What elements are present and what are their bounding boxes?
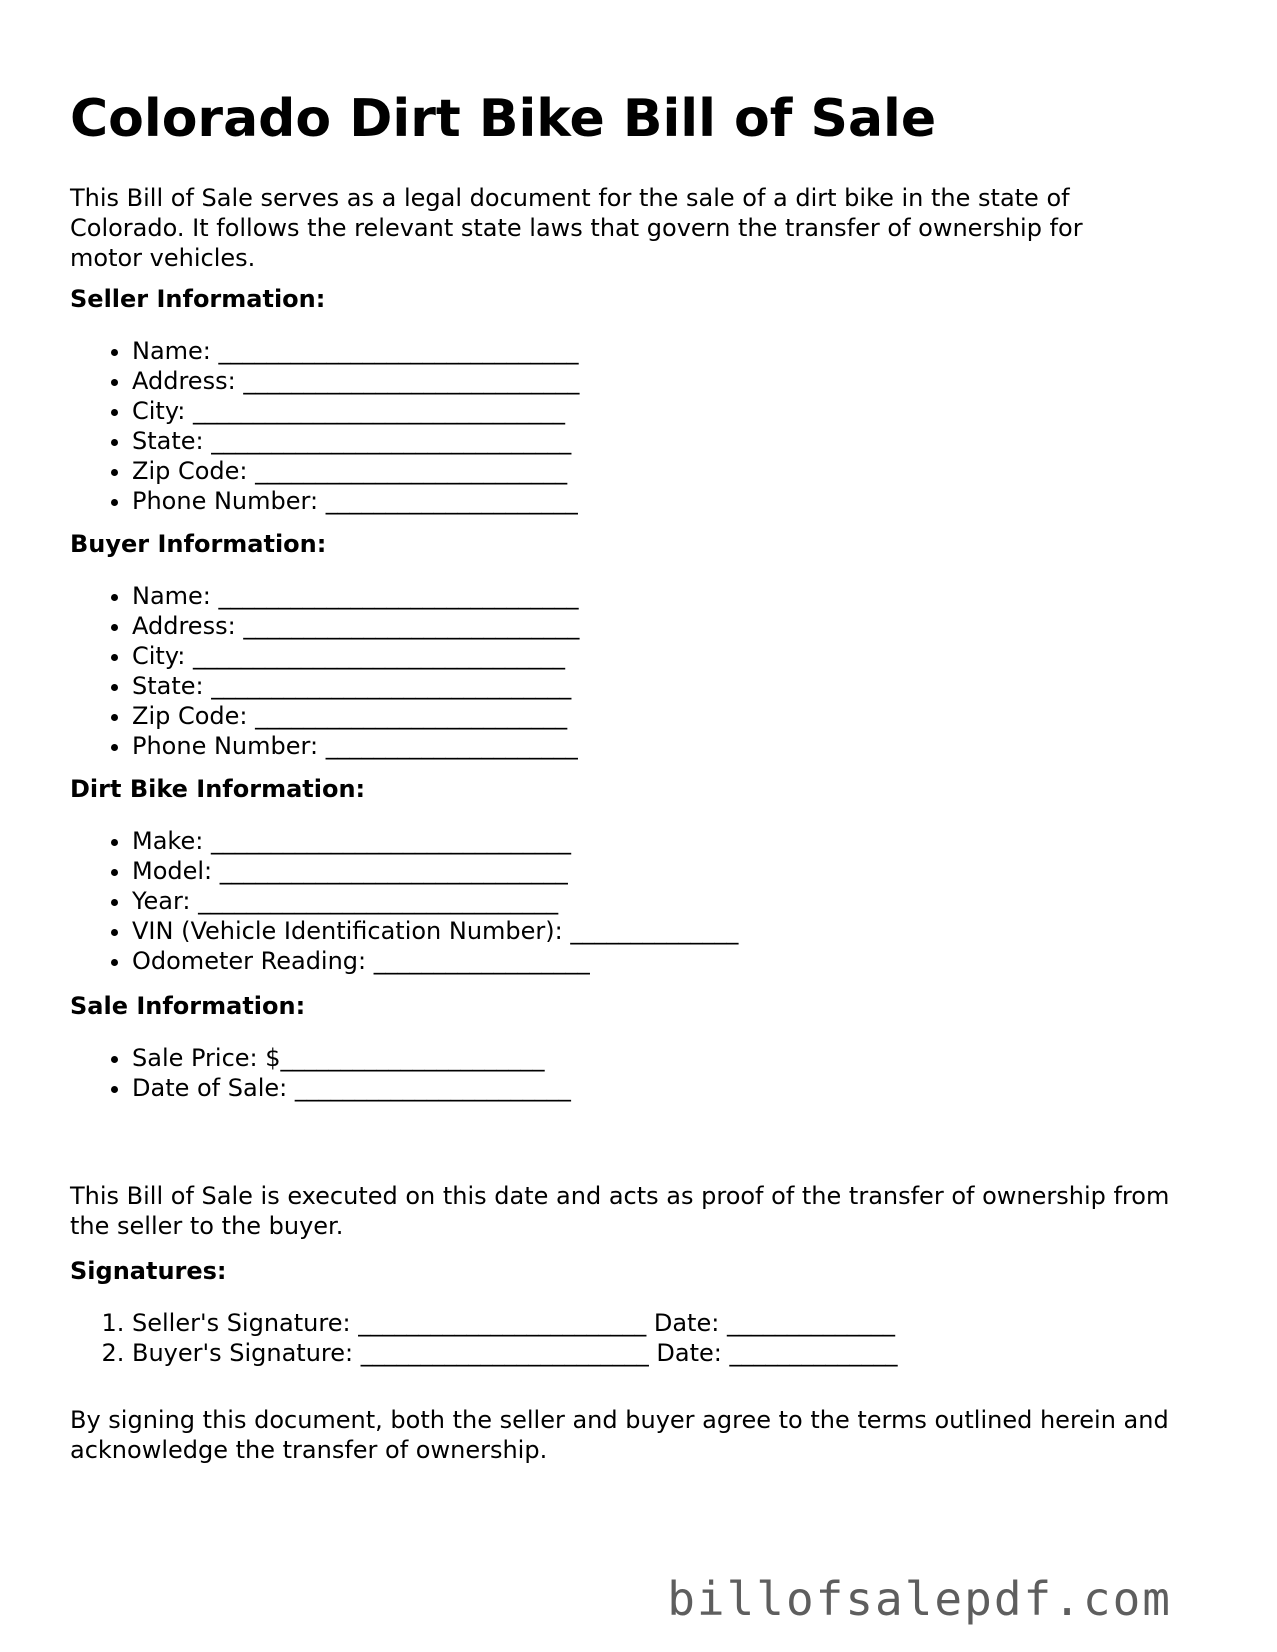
buyer-name-blank[interactable]: ______________________________	[218, 582, 579, 610]
seller-signature-line: 1. Seller's Signature: ________________________ Date: ______________	[132, 1308, 897, 1338]
bike-make-blank[interactable]: ______________________________	[210, 827, 571, 855]
seller-signature-date-blank[interactable]: ______________	[726, 1309, 895, 1337]
bike-odometer-blank[interactable]: __________________	[373, 947, 590, 975]
sale-heading: Sale Information:	[70, 992, 306, 1020]
seller-city-blank[interactable]: _______________________________	[193, 397, 566, 425]
signatures-heading: Signatures:	[70, 1257, 227, 1285]
buyer-state-field: • State: ______________________________	[132, 671, 579, 701]
signatures-list	[70, 1308, 897, 1368]
sale-price-field: • Sale Price: $______________________	[132, 1043, 571, 1073]
seller-heading: Seller Information:	[70, 285, 326, 313]
bike-model-blank[interactable]: _____________________________	[219, 857, 568, 885]
bike-year-field: • Year: ______________________________	[132, 886, 738, 916]
buyer-zip-blank[interactable]: __________________________	[255, 702, 568, 730]
sale-fields-list	[70, 1043, 571, 1103]
final-paragraph: By signing this document, both the seller and buyer agree to the terms outlined herein and acknowledge the transfer of ownership.	[70, 1406, 1169, 1464]
seller-name-blank[interactable]: ______________________________	[218, 337, 579, 365]
seller-state-field: • State: ______________________________	[132, 426, 579, 456]
buyer-address-field: • Address: ____________________________	[132, 611, 579, 641]
buyer-phone-blank[interactable]: _____________________	[325, 732, 578, 760]
seller-address-blank[interactable]: ____________________________	[243, 367, 580, 395]
bike-fields-list	[70, 826, 738, 976]
buyer-name-field: • Name: ______________________________	[132, 581, 579, 611]
seller-zip-field: • Zip Code: __________________________	[132, 456, 579, 486]
seller-zip-blank[interactable]: __________________________	[255, 457, 568, 485]
bike-vin-field: • VIN (Vehicle Identification Number): ______________	[132, 916, 738, 946]
seller-address-field: • Address: ____________________________	[132, 366, 579, 396]
bike-make-field: • Make: ______________________________	[132, 826, 738, 856]
bike-model-field: • Model: _____________________________	[132, 856, 738, 886]
sale-price-blank[interactable]: ______________________	[280, 1044, 545, 1072]
buyer-signature-line: 2. Buyer's Signature: ________________________ Date: ______________	[132, 1338, 897, 1368]
seller-fields-list	[70, 336, 579, 516]
sale-date-blank[interactable]: _______________________	[294, 1074, 571, 1102]
buyer-signature-blank[interactable]: ________________________	[360, 1339, 649, 1367]
buyer-zip-field: • Zip Code: __________________________	[132, 701, 579, 731]
buyer-phone-field: • Phone Number: _____________________	[132, 731, 579, 761]
bike-heading: Dirt Bike Information:	[70, 775, 366, 803]
seller-state-blank[interactable]: ______________________________	[211, 427, 572, 455]
watermark: billofsalepdf.com	[667, 1572, 1172, 1626]
bike-odometer-field: • Odometer Reading: __________________	[132, 946, 738, 976]
buyer-city-blank[interactable]: _______________________________	[193, 642, 566, 670]
seller-name-field: • Name: ______________________________	[132, 336, 579, 366]
seller-signature-blank[interactable]: ________________________	[358, 1309, 647, 1337]
buyer-signature-date-blank[interactable]: ______________	[729, 1339, 898, 1367]
sale-date-field: • Date of Sale: _______________________	[132, 1073, 571, 1103]
seller-phone-field: • Phone Number: _____________________	[132, 486, 579, 516]
seller-city-field: • City: _______________________________	[132, 396, 579, 426]
bike-year-blank[interactable]: ______________________________	[198, 887, 559, 915]
buyer-heading: Buyer Information:	[70, 530, 327, 558]
buyer-city-field: • City: _______________________________	[132, 641, 579, 671]
intro-paragraph: This Bill of Sale serves as a legal document for the sale of a dirt bike in the state of Colorado. It follows the relevant state laws that govern the transfer of ownership for motor vehicles.	[70, 184, 1083, 272]
seller-phone-blank[interactable]: _____________________	[325, 487, 578, 515]
page-title: Colorado Dirt Bike Bill of Sale	[70, 89, 937, 149]
buyer-state-blank[interactable]: ______________________________	[211, 672, 572, 700]
bike-vin-blank[interactable]: ______________	[570, 917, 739, 945]
buyer-address-blank[interactable]: ____________________________	[243, 612, 580, 640]
closing-paragraph: This Bill of Sale is executed on this date and acts as proof of the transfer of ownership from the seller to the buyer.	[70, 1182, 1170, 1240]
buyer-fields-list	[70, 581, 579, 761]
